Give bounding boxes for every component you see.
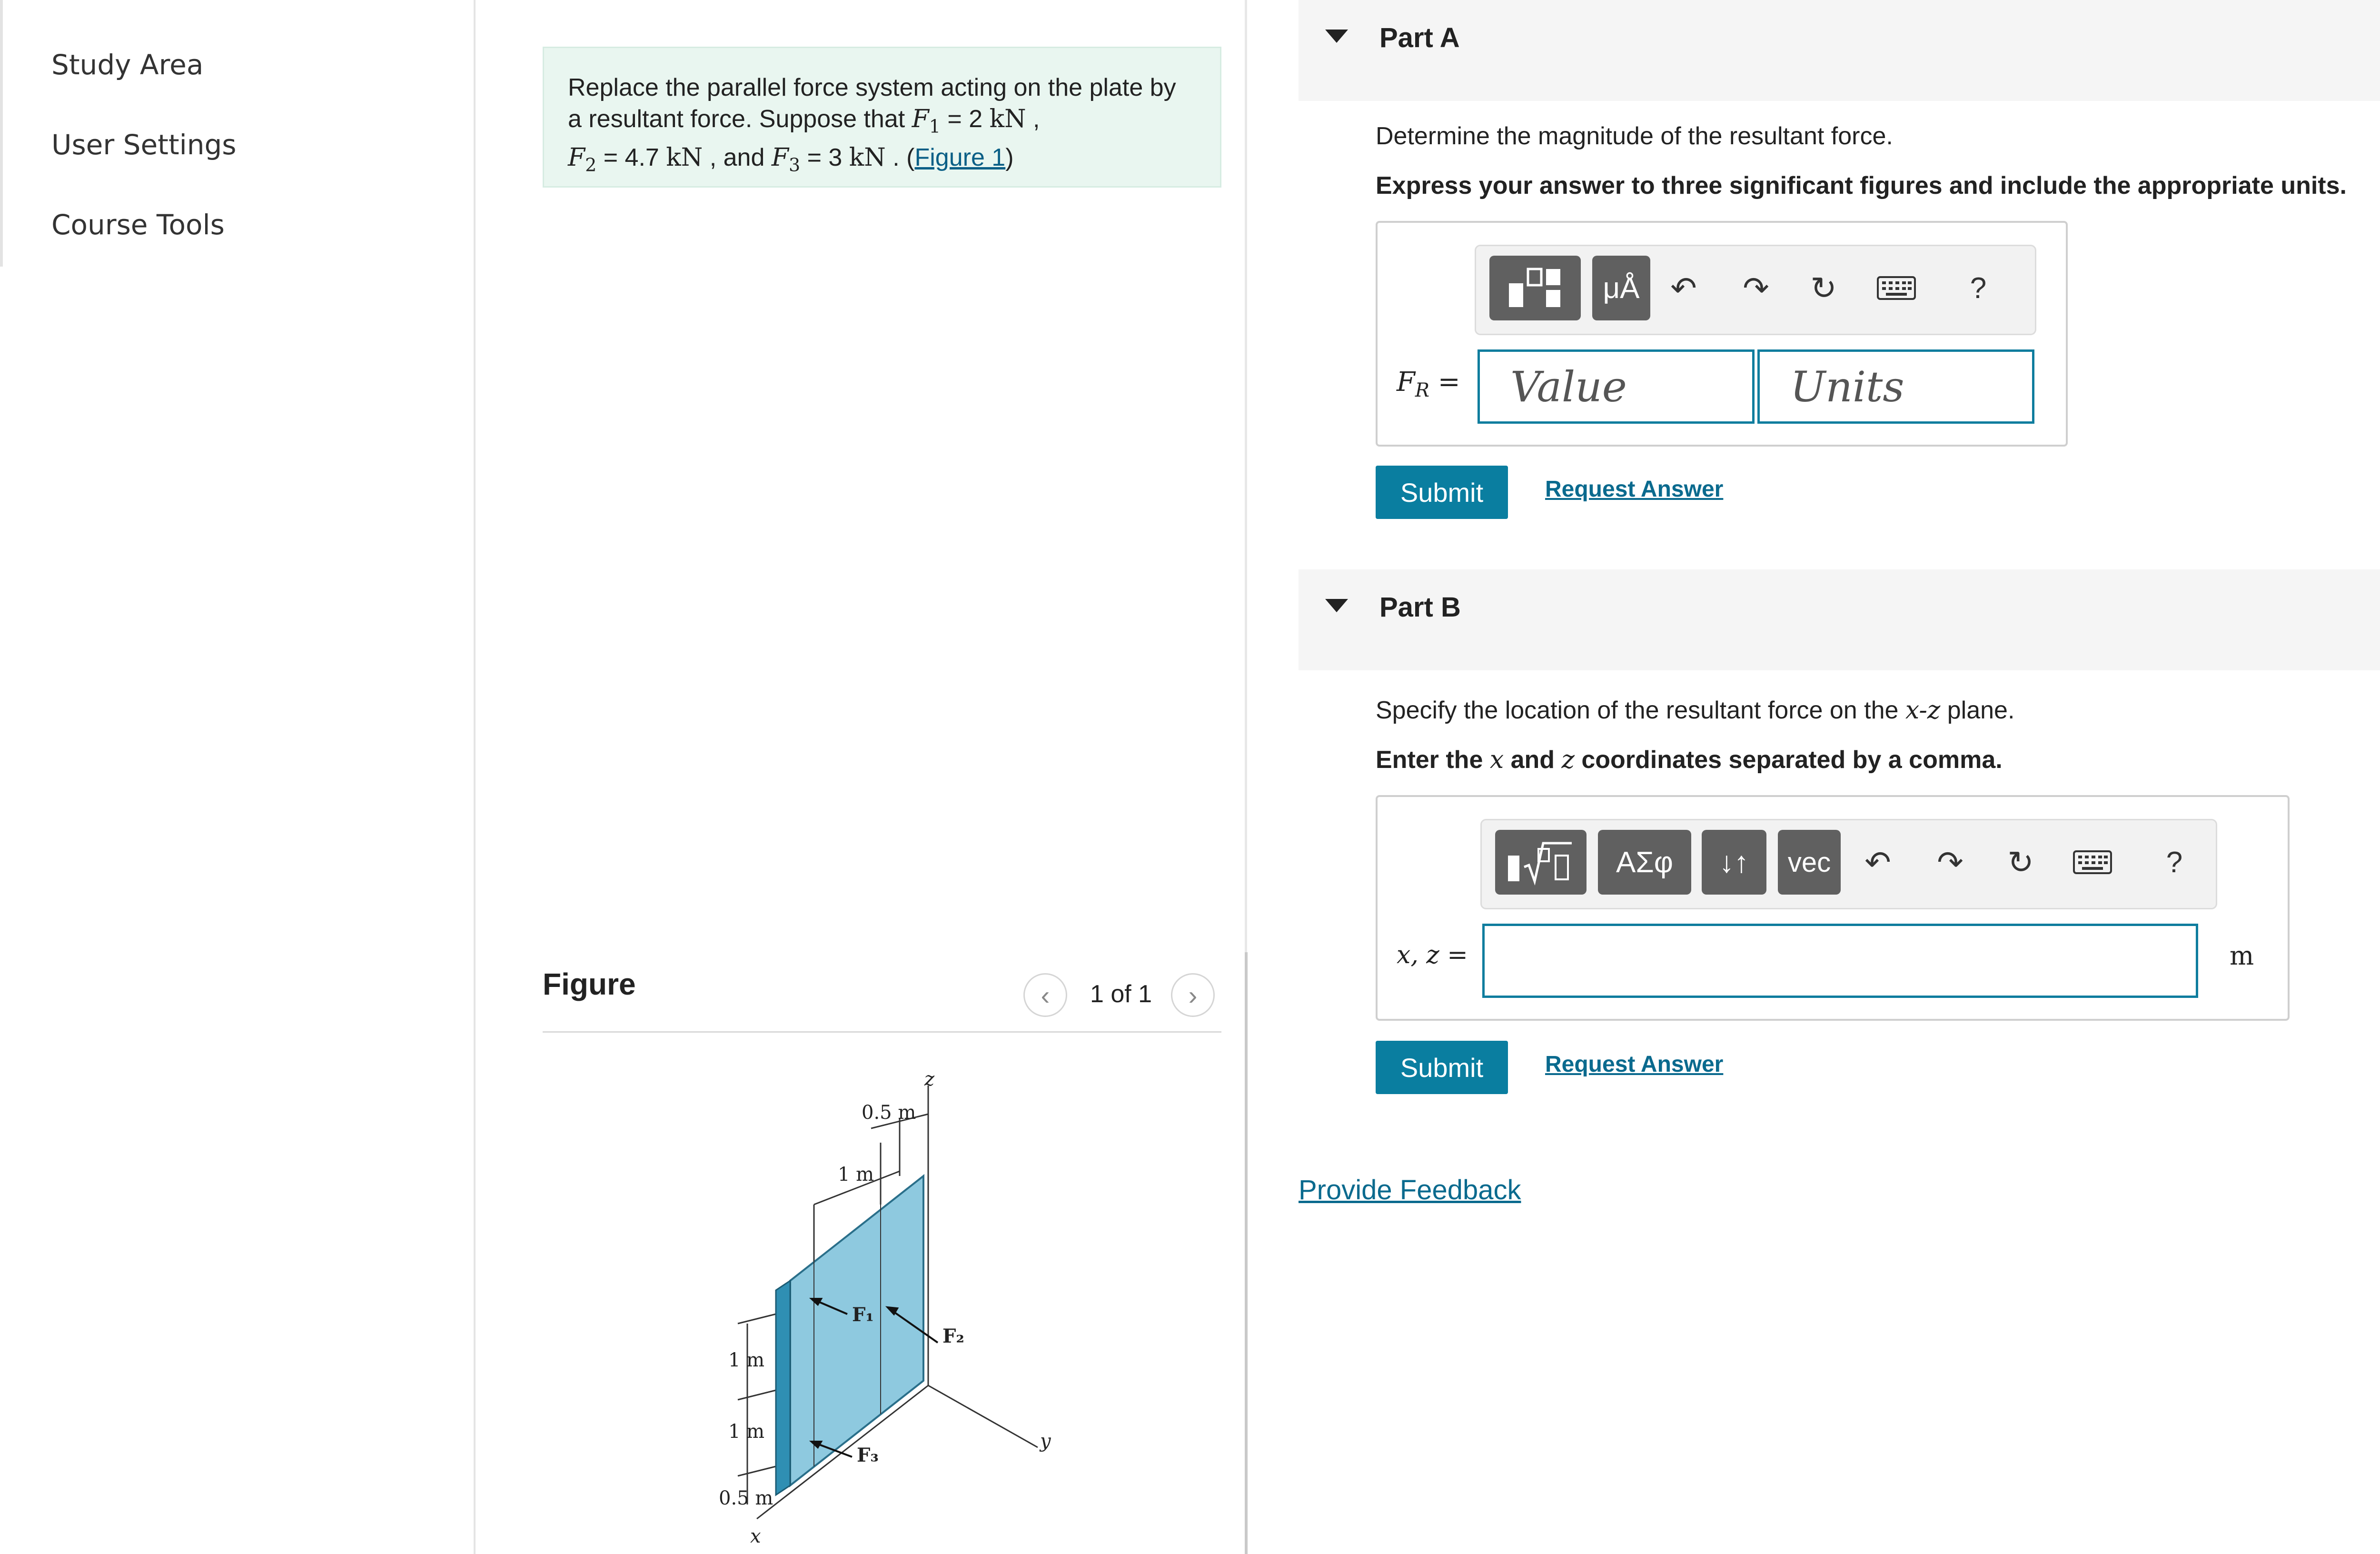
part-b-instruction: Enter the x and z coordinates separated by a comma. (1376, 746, 2003, 774)
help-icon[interactable]: ? (1970, 271, 1987, 305)
f3-value: = 3 (800, 144, 849, 172)
y-label: y (1040, 1430, 1051, 1452)
part-b-prompt: Specify the location of the resultant force on the x-z plane. (1376, 696, 2015, 725)
part-b-answer-box (1376, 795, 2290, 1021)
figure-divider (543, 1031, 1221, 1033)
reset-icon[interactable]: ↻ (2007, 844, 2034, 880)
part-b-submit-button[interactable]: Submit (1376, 1041, 1508, 1094)
y-axis (928, 1385, 1038, 1447)
nav-edge (0, 0, 3, 267)
dim-1m-left-1: 1 m (728, 1349, 765, 1371)
part-b-toolbar (1480, 819, 2217, 909)
undo-icon[interactable]: ↶ (1670, 270, 1697, 306)
f3-unit: kN (849, 143, 886, 172)
keyboard-icon (2073, 850, 2112, 875)
plate-figure (633, 1047, 1109, 1552)
plate (790, 1176, 923, 1485)
templates-button[interactable] (1489, 256, 1581, 320)
part-a-toolbar (1475, 245, 2036, 335)
f2-unit: kN (666, 143, 703, 172)
part-a-submit-button[interactable]: Submit (1376, 466, 1508, 519)
z-label: z (924, 1068, 935, 1090)
f1-unit: kN (989, 105, 1026, 133)
nav-item-course-tools[interactable]: Course Tools (51, 209, 225, 241)
xz-label: x, z = (1397, 941, 1468, 969)
provide-feedback-link[interactable]: Provide Feedback (1299, 1175, 1521, 1205)
dim-1m-left-2: 1 m (728, 1421, 765, 1443)
chevron-right-icon: › (1188, 980, 1198, 1010)
fr-label: $F_R$ = (1397, 367, 1460, 402)
undo-icon[interactable]: ↶ (1864, 844, 1891, 880)
dim-bottom: 0.5 m (719, 1487, 774, 1509)
f1-label: F₁ (852, 1304, 874, 1326)
part-a-prompt: Determine the magnitude of the resultant force. (1376, 122, 1893, 150)
keyboard-button[interactable] (1870, 256, 1923, 320)
part-b-request-answer-link[interactable]: Request Answer (1545, 1052, 1724, 1077)
part-a-request-answer-link[interactable]: Request Answer (1545, 477, 1724, 502)
units-input[interactable]: Units (1757, 349, 2034, 424)
reset-icon[interactable]: ↻ (1810, 270, 1837, 306)
part-b-header[interactable] (1299, 569, 2380, 670)
templates-icon (1504, 264, 1566, 312)
chevron-left-icon: ‹ (1041, 980, 1050, 1010)
figure-link[interactable]: Figure 1 (914, 144, 1006, 172)
nav-item-study-area[interactable]: Study Area (51, 49, 204, 81)
redo-icon[interactable]: ↷ (1743, 270, 1769, 306)
greek-symbols-button[interactable]: ΑΣφ (1598, 830, 1691, 895)
help-icon[interactable]: ? (2166, 846, 2183, 879)
x-label: x (750, 1525, 761, 1547)
value-input[interactable]: Value (1478, 349, 1755, 424)
meter-unit-label: m (2230, 941, 2254, 971)
figure-title: Figure (543, 967, 636, 1001)
collapse-triangle-icon[interactable] (1325, 599, 1348, 612)
keyboard-icon (1876, 276, 1916, 300)
f1-value: = 2 (940, 105, 990, 133)
f2-label: F₂ (942, 1325, 964, 1347)
redo-icon[interactable]: ↷ (1937, 844, 1964, 880)
part-a-answer-box (1376, 221, 2068, 447)
f3-label: F₃ (857, 1444, 879, 1466)
figure-prev-button[interactable] (1023, 973, 1067, 1017)
part-a-instruction: Express your answer to three significant figures and include the appropriate units. (1376, 172, 2347, 199)
dim-top: 0.5 m (862, 1102, 916, 1124)
dim-1m-top: 1 m (838, 1164, 874, 1185)
left-nav (0, 0, 476, 1554)
part-a-label: Part A (1379, 22, 1460, 53)
f1-symbol: $F_1$ (912, 105, 941, 137)
scrollbar-track[interactable] (1245, 952, 1248, 1554)
f3-symbol: $F_3$ (771, 143, 801, 176)
figure-next-button[interactable] (1171, 973, 1215, 1017)
problem-text: Replace the parallel force system acting on the plate by a resultant force. Suppose that (568, 74, 1176, 133)
plate-edge (776, 1281, 790, 1495)
xz-input[interactable] (1482, 924, 2198, 998)
collapse-triangle-icon[interactable] (1325, 30, 1348, 43)
nav-item-user-settings[interactable]: User Settings (51, 129, 237, 161)
arrows-button[interactable]: ↓↑ (1702, 830, 1766, 895)
part-b-label: Part B (1379, 592, 1461, 623)
keyboard-button[interactable] (2066, 830, 2119, 895)
part-a-header[interactable] (1299, 0, 2380, 101)
sqrt-template-icon (1505, 838, 1577, 886)
sqrt-templates-button[interactable] (1495, 830, 1587, 895)
figure-count: 1 of 1 (1090, 980, 1152, 1008)
f2-symbol: $F_2$ (568, 143, 597, 176)
problem-statement: Replace the parallel force system acting on the plate by a resultant force. Suppose that $F_1 = 2$ kN , $F_2 = 4.7$ kN , and $F_3 = 3$ kN . (Figure 1) (543, 47, 1221, 188)
f2-value: = 4.7 (596, 144, 666, 172)
vector-button[interactable]: vec (1778, 830, 1841, 895)
units-button[interactable]: μÅ (1592, 256, 1650, 320)
